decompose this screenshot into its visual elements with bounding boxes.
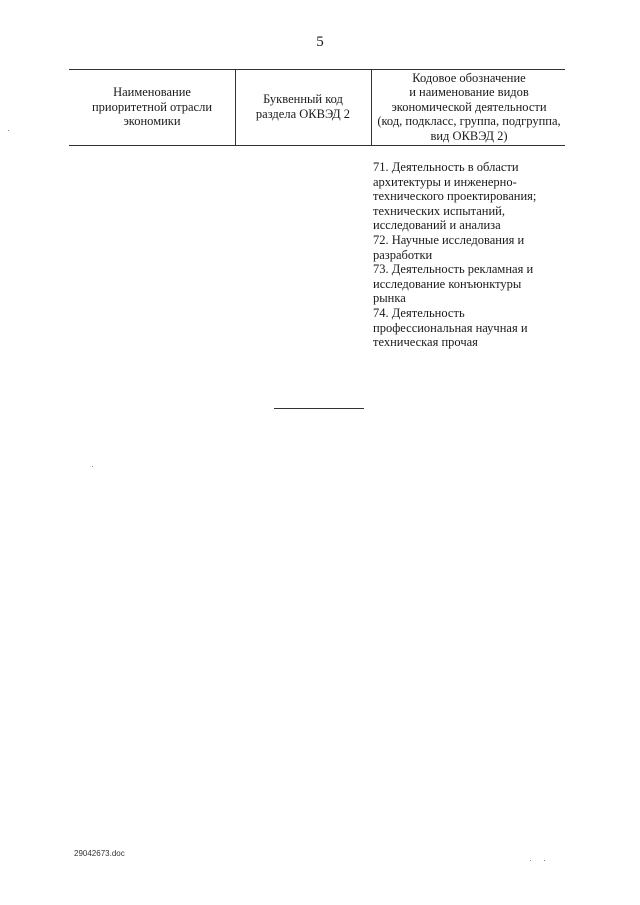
- header-line: и наименование видов: [409, 85, 529, 100]
- activity-entries: [373, 160, 567, 350]
- header-letter-code: [235, 69, 371, 145]
- entry-line: технического проектирования;: [373, 189, 537, 204]
- header-line: Буквенный код: [263, 92, 343, 107]
- header-line: экономической деятельности: [391, 99, 547, 114]
- entry-line: исследование конъюнктуры: [373, 276, 522, 291]
- header-line: раздела ОКВЭД 2: [255, 107, 351, 121]
- entry-line: профессиональная научная и: [373, 320, 528, 335]
- header-activity-codes: [371, 69, 567, 145]
- header-line: (код, подкласс, группа, подгруппа,: [377, 114, 561, 129]
- page-number: 5: [316, 34, 324, 50]
- scan-speck: [544, 860, 545, 861]
- entry-line: архитектуры и инженерно-: [373, 174, 517, 189]
- entry-line: 73. Деятельность рекламная и: [373, 262, 534, 277]
- document-filename: 29042673.doc: [74, 849, 125, 858]
- header-line: вид ОКВЭД 2): [430, 128, 508, 143]
- header-line: Кодовое обозначение: [412, 70, 526, 85]
- entry-line: 71. Деятельность в области: [373, 160, 519, 174]
- entry-line: 74. Деятельность: [373, 305, 465, 320]
- entry-line: техническая прочая: [373, 335, 478, 350]
- scan-speck: [530, 860, 531, 861]
- scan-speck: [92, 466, 93, 467]
- entry-line: исследований и анализа: [373, 218, 501, 233]
- entry-line: рынка: [373, 291, 406, 306]
- header-line: экономики: [123, 114, 181, 129]
- scan-speck: [8, 130, 9, 131]
- end-of-document-line: [274, 408, 364, 409]
- activity-table: [69, 67, 565, 369]
- header-line: Наименование: [113, 85, 191, 100]
- header-industry-name: [69, 69, 235, 145]
- header-bottom-rule: [69, 145, 565, 146]
- header-line: приоритетной отрасли: [91, 99, 213, 114]
- entry-line: технических испытаний,: [373, 203, 505, 218]
- entry-line: 72. Научные исследования и: [373, 232, 525, 247]
- entry-line: разработки: [373, 247, 433, 262]
